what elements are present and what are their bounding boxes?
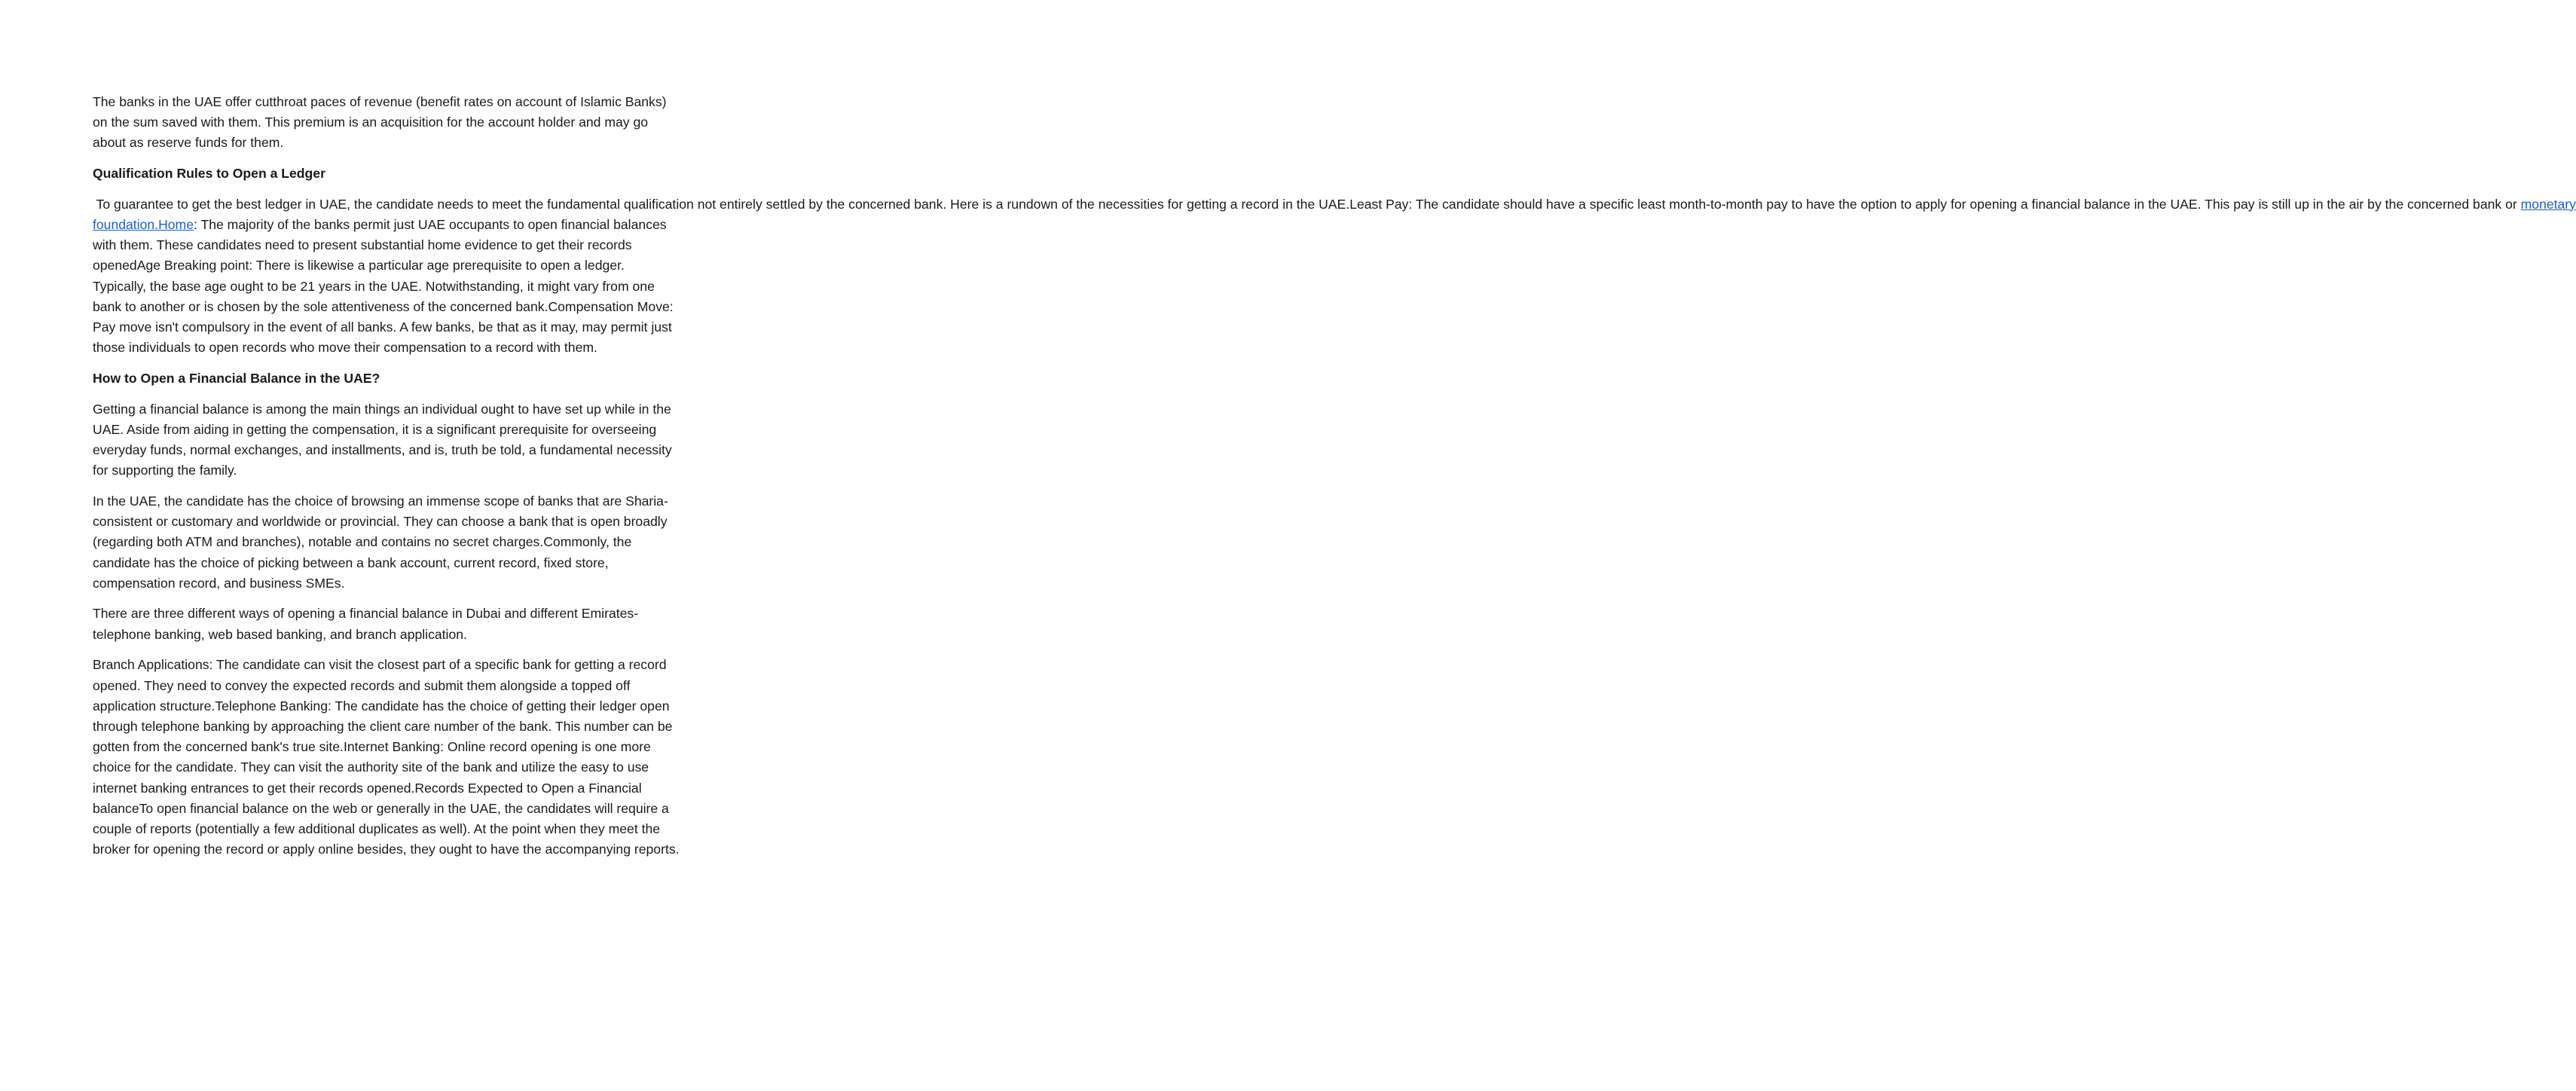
- bank-choice-paragraph: In the UAE, the candidate has the choice of browsing an immense scope of banks that are Sharia-consistent or customary and worldwide or provincial. They can choose a bank that is open broadly (regarding both ATM and branches), notable and contains no secret charges.Commonly, the candidate has the choice of picking between a bank account, current record, fixed store, compensation record, and business SMEs.: [93, 493, 668, 591]
- heading-how-to-open: How to Open a Financial Balance in the UAE?: [93, 370, 380, 386]
- document-page: [93, 92, 2576, 870]
- opening-ways-paragraph: There are three different ways of opening a financial balance in Dubai and different Emirates-telephone banking, web based banking, and branch application.: [93, 606, 639, 642]
- application-methods-paragraph: Branch Applications: The candidate can visit the closest part of a specific bank for getting a record opened. They need to convey the expected records and submit them alongside a topped off application structure.Telephone Banking: The candidate has the choice of getting their ledger open through telephone banking by approaching the client care number of the bank. This number can be gotten from the concerned bank's true site.Internet Banking: Online record opening is one more choice for the candidate. They can visit the authority site of the bank and utilize the easy to use internet banking entrances to get their records opened.Records Expected to Open a Financial balanceTo open financial balance on the web or generally in the UAE, the candidates will require a couple of reports (potentially a few additional duplicates as well). At the point when they meet the broker for opening the record or apply online besides, they ought to have the accompanying reports.: [93, 657, 680, 857]
- intro-paragraph: The banks in the UAE offer cutthroat paces of revenue (benefit rates on account of Islamic Banks) on the sum saved with them. This premium is an acquisition for the account holder and may go about as reserve funds for them.: [93, 94, 667, 151]
- qualification-paragraph: [93, 194, 2576, 359]
- heading-qualification-rules: Qualification Rules to Open a Ledger: [93, 166, 325, 182]
- monetary-foundation-link[interactable]: monetary foundation.Home: [93, 196, 2576, 233]
- financial-balance-paragraph: Getting a financial balance is among the main things an individual ought to have set up while in the UAE. Aside from aiding in getting the compensation, it is a significant prerequisite for overseeing everyday funds, normal exchanges, and installments, and is, truth be told, a fundamental necessity for supporting the family.: [93, 401, 672, 478]
- qualification-text-start: To guarantee to get the best ledger in UAE, the candidate needs to meet the fundamental qualification not entirely settled by the concerned bank. Here is a rundown of the necessities for getting a record in the UAE.Least Pay: The candidate should have a specific least month-to-month pay to have the option to apply for opening a financial balance in the UAE. This pay is still up in the air by the concerned bank or: [93, 196, 2521, 212]
- qualification-text-end: : The majority of the banks permit just UAE occupants to open financial balances with them. These candidates need to present substantial home evidence to get their records openedAge Breaking point: There is likewise a particular age prerequisite to open a ledger. Typically, the base age ought to be 21 years in the UAE. Notwithstanding, it might vary from one bank to another or is chosen by the sole attentiveness of the concerned bank.Compensation Move: Pay move isn't compulsory in the event of all banks. A few banks, be that as it may, may permit just those individuals to open records who move their compensation to a record with them.: [93, 217, 674, 356]
